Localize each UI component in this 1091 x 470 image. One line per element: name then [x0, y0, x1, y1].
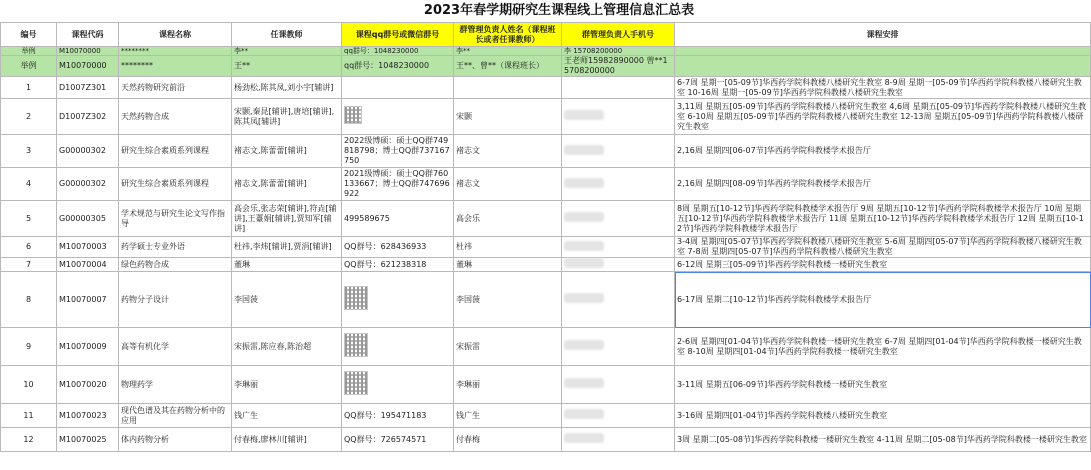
cell-no[interactable]: 7 — [1, 258, 57, 272]
cell-manager[interactable] — [454, 77, 562, 99]
cell-manager[interactable]: 李琳丽 — [454, 366, 562, 404]
cell-no[interactable]: 11 — [1, 404, 57, 428]
cell-name[interactable]: 天然药物研究前沿 — [119, 77, 232, 99]
cell-schedule[interactable] — [675, 47, 1091, 56]
cell-teacher[interactable]: 高会乐,张志荣[辅讲],符垚[辅讲],王薹娟[辅讲],贾知军[辅讲] — [232, 201, 342, 237]
cell-schedule[interactable]: 3-4周 星期四[05-07节]华西药学院科教楼八楼研究生教室 5-6周 星期四[05-07节]华西药学院科教楼八楼研究生教室 7-8周 星期四[05-07节]华西药学院科教楼八楼研究生教室 — [675, 237, 1091, 258]
cell-phone[interactable] — [562, 428, 675, 452]
cell-qq[interactable] — [342, 366, 454, 404]
header-cell-manager[interactable]: 群管理负责人姓名（课程班长或者任课教师） — [454, 23, 562, 47]
cell-no[interactable]: 举例 — [1, 56, 57, 77]
cell-phone[interactable] — [562, 272, 675, 328]
table-row — [1, 237, 1091, 258]
cell-no[interactable]: 8 — [1, 272, 57, 328]
cell-teacher[interactable]: 李琳丽 — [232, 366, 342, 404]
cell-schedule[interactable]: 3,11周 星期五[05-09节]华西药学院科教楼八楼研究生教室 4,6周 星期五[05-09节]华西药学院科教楼八楼研究生教室 6-10周 星期五[05-09节]华西药学院科教楼八楼研究生教室 12-13周 星期五[05-09节]华西药学院科教楼八楼研究生教室 — [675, 99, 1091, 135]
cell-schedule[interactable]: 2,16周 星期四[08-09节]华西药学院科教楼学术报告厅 — [675, 168, 1091, 201]
cell-teacher[interactable]: 李国菠 — [232, 272, 342, 328]
cell-code[interactable]: M10070000 — [57, 47, 119, 56]
cell-schedule[interactable]: 8周 星期五[10-12节]华西药学院科教楼学术报告厅 9周 星期五[10-12节]华西药学院科教楼学术报告厅 10周 星期五[10-12节]华西药学院科教楼学术报告厅 11周 星期五[10-12节]华西药学院科教楼学术报告厅 12周 星期五[10-12节]华西药学院科教楼学术报告厅 — [675, 201, 1091, 237]
redacted-phone — [564, 178, 604, 188]
cell-no[interactable]: 举例 — [1, 47, 57, 56]
header-cell-teacher[interactable]: 任课教师 — [232, 23, 342, 47]
cell-teacher[interactable]: 钱广生 — [232, 404, 342, 428]
redacted-phone — [564, 409, 604, 419]
cell-name[interactable]: ******** — [119, 56, 232, 77]
cell-phone[interactable] — [562, 328, 675, 366]
cell-code[interactable]: M10070007 — [57, 272, 119, 328]
cell-no[interactable]: 2 — [1, 99, 57, 135]
sheet-title: 2023年春学期研究生课程线上管理信息汇总表 — [423, 3, 695, 18]
cell-teacher[interactable]: 杨劲松,陈其凤,刘小宇[辅讲] — [232, 77, 342, 99]
redacted-phone — [564, 258, 604, 268]
table-row — [1, 99, 1091, 135]
cell-phone[interactable] — [562, 237, 675, 258]
course-table — [0, 22, 1091, 452]
cell-name[interactable]: 学术规范与研究生论文写作指导 — [119, 201, 232, 237]
qr-code-icon — [344, 106, 362, 124]
cell-code[interactable]: G00000302 — [57, 168, 119, 201]
cell-qq[interactable]: 2021级博硕：硕士QQ群760133667；博士QQ群747696922 — [342, 168, 454, 201]
cell-manager[interactable]: 褚志文 — [454, 168, 562, 201]
cell-name[interactable]: 研究生综合素质系列课程 — [119, 135, 232, 168]
cell-name[interactable]: 研究生综合素质系列课程 — [119, 168, 232, 201]
cell-no[interactable]: 4 — [1, 168, 57, 201]
cell-manager[interactable]: 李** — [454, 47, 562, 56]
cell-code[interactable]: G00000305 — [57, 201, 119, 237]
cell-phone[interactable] — [562, 404, 675, 428]
cell-phone[interactable] — [562, 99, 675, 135]
cell-code[interactable]: D1007Z302 — [57, 99, 119, 135]
cell-code[interactable]: M10070009 — [57, 328, 119, 366]
cell-qq[interactable]: QQ群号：726574571 — [342, 428, 454, 452]
cell-manager[interactable]: 李国菠 — [454, 272, 562, 328]
cell-code[interactable]: M10070020 — [57, 366, 119, 404]
cell-teacher[interactable]: 褚志文,陈蕾蕾[辅讲] — [232, 135, 342, 168]
cell-phone[interactable] — [562, 201, 675, 237]
cell-code[interactable]: M10070000 — [57, 56, 119, 77]
cell-manager[interactable]: 宋颢 — [454, 99, 562, 135]
example-row — [1, 47, 1091, 56]
redacted-phone — [564, 293, 604, 303]
cell-name[interactable]: 现代色谱及其在药物分析中的应用 — [119, 404, 232, 428]
cell-no[interactable]: 5 — [1, 201, 57, 237]
table-row — [1, 201, 1091, 237]
cell-name[interactable]: 药物分子设计 — [119, 272, 232, 328]
cell-manager[interactable]: 杜祎 — [454, 237, 562, 258]
cell-name[interactable]: 物理药学 — [119, 366, 232, 404]
cell-phone[interactable]: 李 15708200000 — [562, 47, 675, 56]
cell-code[interactable]: M10070003 — [57, 237, 119, 258]
cell-phone[interactable] — [562, 366, 675, 404]
cell-manager[interactable]: 董琳 — [454, 258, 562, 272]
cell-name[interactable]: 绿色药物合成 — [119, 258, 232, 272]
cell-name[interactable]: 药学硕士专业外语 — [119, 237, 232, 258]
cell-manager[interactable]: 钱广生 — [454, 404, 562, 428]
cell-phone[interactable]: 王老师15982890000 曾**15708200000 — [562, 56, 675, 77]
cell-schedule[interactable]: 3-11周 星期五[06-09节]华西药学院科教楼一楼研究生教室 — [675, 366, 1091, 404]
cell-schedule[interactable]: 3周 星期二[05-08节]华西药学院科教楼一楼研究生教室 4-11周 星期二[05-08节]华西药学院科教楼一楼研究生教室 — [675, 428, 1091, 452]
table-row — [1, 258, 1091, 272]
cell-no[interactable]: 10 — [1, 366, 57, 404]
cell-teacher[interactable]: 宋颢,秦昆[辅讲],唐培[辅讲],陈其凤[辅讲] — [232, 99, 342, 135]
redacted-phone — [564, 145, 604, 155]
cell-manager[interactable]: 宋振雷 — [454, 328, 562, 366]
table-row — [1, 328, 1091, 366]
cell-no[interactable]: 3 — [1, 135, 57, 168]
cell-schedule[interactable]: 2,16周 星期四[06-07节]华西药学院科教楼学术报告厅 — [675, 135, 1091, 168]
cell-manager[interactable]: 高会乐 — [454, 201, 562, 237]
cell-name[interactable]: 体内药物分析 — [119, 428, 232, 452]
cell-teacher[interactable]: 董琳 — [232, 258, 342, 272]
qr-code-icon — [344, 371, 368, 395]
redacted-phone — [564, 110, 604, 120]
cell-schedule[interactable]: 2-6周 星期四[01-04节]华西药学院科教楼一楼研究生教室 6-7周 星期四[01-04节]华西药学院科教楼一楼研究生教室 8-10周 星期四[01-04节]华西药学院科教楼一楼研究生教室 — [675, 328, 1091, 366]
table-row — [1, 135, 1091, 168]
cell-name[interactable]: ******** — [119, 47, 232, 56]
cell-schedule[interactable] — [675, 56, 1091, 77]
cell-schedule[interactable]: 6-12周 星期三[05-09节]华西药学院科教楼一楼研究生教室 — [675, 258, 1091, 272]
cell-schedule[interactable]: 6-7周 星期一[05-09节]华西药学院科教楼八楼研究生教室 8-9周 星期一[05-09节]华西药学院科教楼八楼研究生教室 10-16周 星期一[05-09节]华西药学院科教楼八楼研究生教室 — [675, 77, 1091, 99]
cell-teacher[interactable]: 付春梅,廖林川[辅讲] — [232, 428, 342, 452]
header-cell-phone[interactable]: 群管理负责人手机号 — [562, 23, 675, 47]
cell-qq[interactable]: qq群号：1048230000 — [342, 56, 454, 77]
cell-schedule[interactable]: 3-16周 星期四[01-04节]华西药学院科教楼八楼研究生教室 — [675, 404, 1091, 428]
cell-schedule[interactable]: 6-17周 星期二[10-12节]华西药学院科教楼学术报告厅 — [675, 272, 1091, 328]
cell-manager[interactable]: 付春梅 — [454, 428, 562, 452]
cell-qq[interactable] — [342, 99, 454, 135]
table-row — [1, 428, 1091, 452]
table-row — [1, 272, 1091, 328]
cell-no[interactable]: 9 — [1, 328, 57, 366]
cell-qq[interactable]: QQ群号：195471183 — [342, 404, 454, 428]
cell-no[interactable]: 1 — [1, 77, 57, 99]
cell-no[interactable]: 6 — [1, 237, 57, 258]
cell-code[interactable]: M10070004 — [57, 258, 119, 272]
table-row — [1, 77, 1091, 99]
cell-qq[interactable]: 499589675 — [342, 201, 454, 237]
cell-qq[interactable]: 2022级博硕：硕士QQ群749818798；博士QQ群737167750 — [342, 135, 454, 168]
cell-code[interactable]: M10070023 — [57, 404, 119, 428]
cell-code[interactable]: M10070025 — [57, 428, 119, 452]
cell-qq[interactable]: QQ群号：621238318 — [342, 258, 454, 272]
header-cell-no[interactable]: 编号 — [1, 23, 57, 47]
cell-qq[interactable] — [342, 328, 454, 366]
redacted-phone — [564, 433, 604, 443]
table-row — [1, 168, 1091, 201]
header-cell-name[interactable]: 课程名称 — [119, 23, 232, 47]
cell-teacher[interactable]: 褚志文,陈蕾蕾[辅讲] — [232, 168, 342, 201]
cell-qq[interactable] — [342, 272, 454, 328]
cell-manager[interactable]: 王**、曾**（课程班长） — [454, 56, 562, 77]
table-row — [1, 366, 1091, 404]
redacted-phone — [564, 378, 604, 388]
cell-qq[interactable]: qq群号：1048230000 — [342, 47, 454, 56]
cell-manager[interactable]: 褚志文 — [454, 135, 562, 168]
cell-no[interactable]: 12 — [1, 428, 57, 452]
table-row — [1, 404, 1091, 428]
cell-code[interactable]: D1007Z301 — [57, 77, 119, 99]
qr-code-icon — [344, 333, 368, 357]
header-row — [1, 23, 1091, 47]
cell-phone[interactable] — [562, 258, 675, 272]
cell-phone[interactable] — [562, 77, 675, 99]
redacted-phone — [564, 212, 604, 222]
cell-teacher[interactable]: 杜祎,李炜[辅讲],贾涓[辅讲] — [232, 237, 342, 258]
cell-phone[interactable] — [562, 168, 675, 201]
header-cell-schedule[interactable]: 课程安排 — [675, 23, 1091, 47]
header-cell-qq[interactable]: 课程qq群号或微信群号 — [342, 23, 454, 47]
cell-teacher[interactable]: 李** — [232, 47, 342, 56]
cell-name[interactable]: 天然药物合成 — [119, 99, 232, 135]
cell-code[interactable]: G00000302 — [57, 135, 119, 168]
cell-name[interactable]: 高等有机化学 — [119, 328, 232, 366]
example-row — [1, 56, 1091, 77]
cell-teacher[interactable]: 王** — [232, 56, 342, 77]
cell-qq[interactable]: QQ群号：628436933 — [342, 237, 454, 258]
header-cell-code[interactable]: 课程代码 — [57, 23, 119, 47]
qr-code-icon — [344, 286, 368, 310]
redacted-phone — [564, 241, 604, 251]
cell-qq[interactable] — [342, 77, 454, 99]
redacted-phone — [564, 340, 604, 350]
cell-phone[interactable] — [562, 135, 675, 168]
cell-teacher[interactable]: 宋振雷,陈应春,陈治超 — [232, 328, 342, 366]
